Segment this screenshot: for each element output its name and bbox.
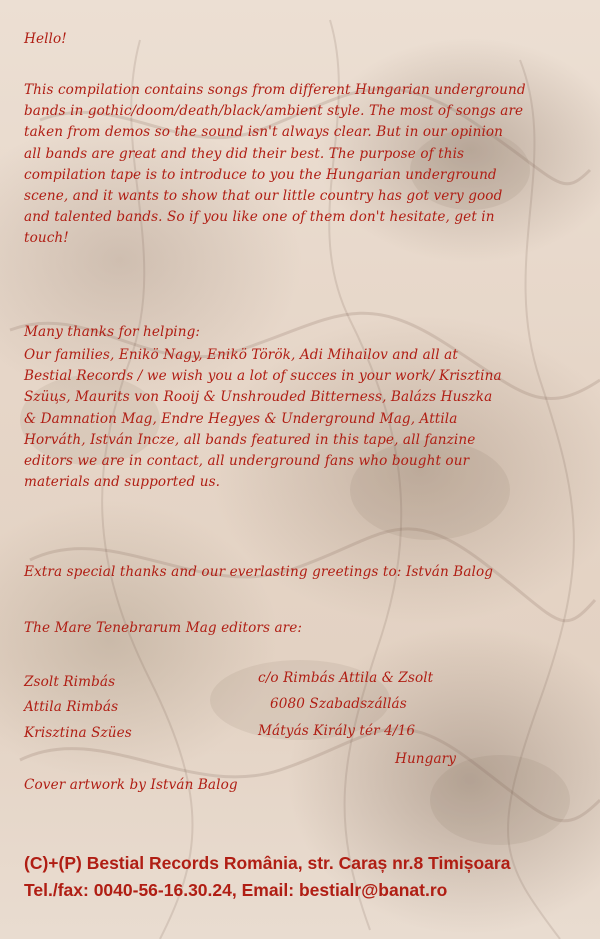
editor-name: Zsolt Rimbás [24, 674, 116, 690]
address-line: c/o Rimbás Attila & Zsolt [258, 670, 434, 686]
copyright-line: (C)+(P) Bestial Records România, str. Caraș nr.8 Timișoara [24, 853, 511, 873]
thanks-paragraph: Our families, Enikö Nagy, Enikö Török, Adi Mihailov and all at Bestial Records / we wish you a lot of succes in your work/ Krisztina Szüцs, Maurits von Rooij & Unshrouded Bitterness, Balázs Huszka & Damnation Mag, Endre Hegyes & Underground Mag, Attila Horváth, István Incze, all bands featured in this tape, all fanzine editors we are in contact, all underground fans who bought our materials and supported us. [24, 347, 502, 491]
cover-credit: Cover artwork by István Balog [24, 777, 238, 793]
thanks-heading: Many thanks for helping: [24, 324, 201, 340]
address-country: Hungary [395, 751, 457, 767]
greeting: Hello! [24, 31, 67, 47]
editors-heading: The Mare Tenebrarum Mag editors are: [24, 620, 303, 636]
intro-paragraph: This compilation contains songs from different Hungarian underground bands in gothic/doom/death/black/ambient style. The most of songs are taken from demos so the sound isn't always clear. But in our opinion all bands are great and they did their best. The purpose of this compilation tape is to introduce to you the Hungarian underground scene, and it wants to show that our little country has got very good and talented bands. So if you like one of them don't hesitate, get in touch! [24, 82, 526, 247]
editor-name: Krisztina Szües [24, 725, 132, 741]
address-line: Mátyás Király tér 4/16 [258, 723, 416, 739]
extra-thanks: Extra special thanks and our everlasting greetings to: István Balog [24, 564, 494, 580]
contact-line: Tel./fax: 0040-56-16.30.24, Email: bestialr@banat.ro [24, 880, 448, 900]
editor-name: Attila Rimbás [24, 699, 119, 715]
address-line: 6080 Szabadszállás [270, 696, 407, 712]
